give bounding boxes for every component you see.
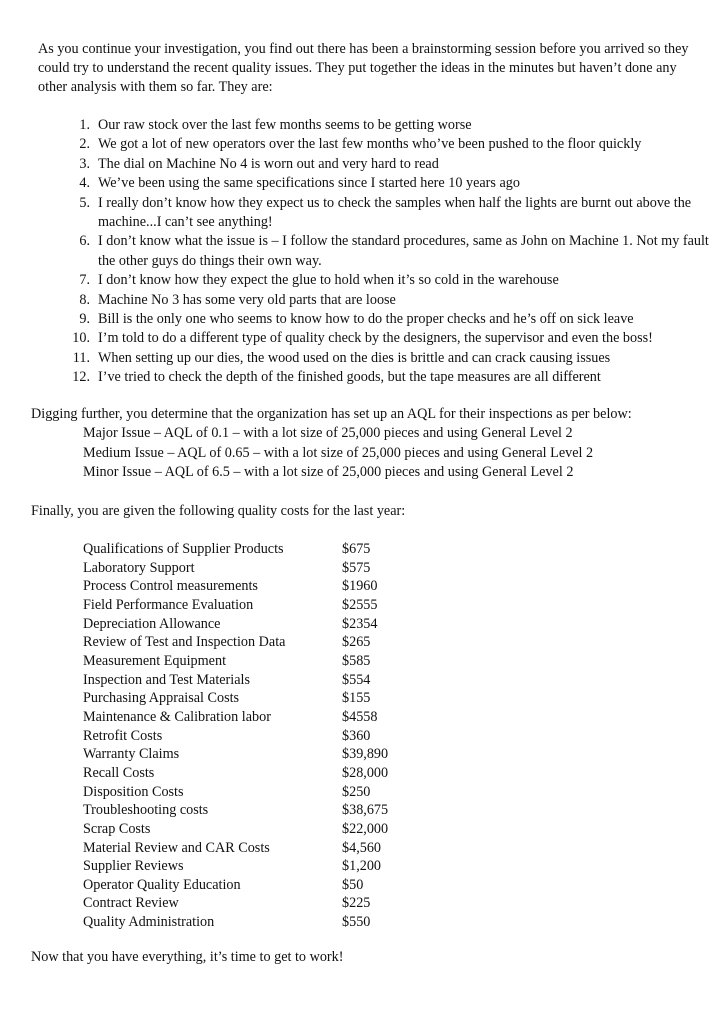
cost-label: Troubleshooting costs <box>83 802 209 819</box>
cost-amount: $575 <box>342 559 371 576</box>
cost-label: Quality Administration <box>83 914 215 931</box>
list-number: 11. <box>72 349 90 366</box>
cost-label: Contract Review <box>83 895 179 912</box>
table-row <box>83 913 422 932</box>
list-number: 12. <box>72 369 90 386</box>
list-text: The dial on Machine No 4 is worn out and very hard to read <box>98 155 439 172</box>
list-number: 8. <box>79 291 90 308</box>
cost-label: Inspection and Test Materials <box>83 671 250 688</box>
list-item <box>38 271 710 290</box>
cost-amount: $155 <box>342 690 371 707</box>
cost-amount: $38,675 <box>342 802 389 819</box>
cost-amount: $2354 <box>342 615 378 632</box>
cost-amount: $554 <box>342 671 371 688</box>
table-row <box>83 876 422 895</box>
list-text: I’m told to do a different type of quality check by the designers, the supervisor and even the boss! <box>98 330 653 347</box>
cost-label: Maintenance & Calibration labor <box>83 708 271 725</box>
table-row <box>83 783 422 802</box>
cost-amount: $585 <box>342 652 371 669</box>
cost-label: Warranty Claims <box>83 746 180 763</box>
list-number: 6. <box>79 233 90 250</box>
list-text: Our raw stock over the last few months seems to be getting worse <box>98 117 472 133</box>
list-text: We’ve been using the same specifications since I started here 10 years ago <box>98 175 520 192</box>
list-item <box>38 291 710 310</box>
list-item <box>38 310 710 329</box>
cost-label: Purchasing Appraisal Costs <box>83 690 240 707</box>
aql-intro-paragraph: Digging further, you determine that the organization has set up an AQL for their inspections as per below: <box>31 406 632 422</box>
list-number: 10. <box>72 330 90 347</box>
table-row <box>83 540 422 559</box>
table-row <box>83 857 422 876</box>
table-row <box>83 596 422 615</box>
cost-amount: $22,000 <box>342 820 389 837</box>
table-row <box>83 801 422 820</box>
list-item <box>38 368 710 387</box>
list-text: Bill is the only one who seems to know how to do the proper checks and he’s off on sick leave <box>98 311 634 328</box>
list-number: 7. <box>79 272 90 289</box>
table-row <box>83 745 422 764</box>
cost-label: Disposition Costs <box>83 783 184 800</box>
cost-label: Review of Test and Inspection Data <box>83 634 286 651</box>
table-row <box>83 615 422 634</box>
brainstorm-issues-list <box>38 116 710 388</box>
cost-label: Scrap Costs <box>83 820 151 837</box>
aql-line-medium: Medium Issue – AQL of 0.65 – with a lot size of 25,000 pieces and using General Level 2 <box>83 444 594 461</box>
list-item <box>38 194 710 233</box>
cost-amount: $1960 <box>342 578 378 595</box>
aql-levels-list <box>83 424 593 483</box>
table-row <box>83 559 422 578</box>
cost-label: Operator Quality Education <box>83 876 241 893</box>
list-text: When setting up our dies, the wood used on the dies is brittle and can crack causing issues <box>98 349 611 366</box>
cost-label: Field Performance Evaluation <box>83 596 254 613</box>
list-number: 4. <box>79 175 90 192</box>
table-row <box>83 894 422 913</box>
cost-amount: $50 <box>342 876 364 893</box>
cost-amount: $550 <box>342 914 371 931</box>
cost-amount: $360 <box>342 727 371 744</box>
list-text: Machine No 3 has some very old parts that are loose <box>98 291 396 308</box>
cost-amount: $225 <box>342 895 371 912</box>
cost-amount: $250 <box>342 783 371 800</box>
list-text: I really don’t know how they expect us to check the samples when half the lights are burnt out above the machine...I can’t see anything! <box>98 194 692 231</box>
aql-line-minor: Minor Issue – AQL of 6.5 – with a lot size of 25,000 pieces and using General Level 2 <box>83 464 574 480</box>
quality-costs-table <box>83 540 422 932</box>
table-row <box>83 671 422 690</box>
list-text: I don’t know what the issue is – I follow the standard procedures, same as John on Machine 1. Not my fault the other guys do things their own way. <box>98 233 709 269</box>
table-row <box>83 764 422 783</box>
cost-amount: $675 <box>342 541 371 557</box>
cost-label: Depreciation Allowance <box>83 615 221 632</box>
list-number: 9. <box>79 311 90 328</box>
list-number: 1. <box>79 117 90 133</box>
table-row <box>83 839 422 858</box>
cost-label: Process Control measurements <box>83 578 258 595</box>
list-item <box>38 232 710 271</box>
table-row <box>83 577 422 596</box>
cost-label: Recall Costs <box>83 764 155 781</box>
cost-amount: $2555 <box>342 596 378 613</box>
closing-paragraph: Now that you have everything, it’s time to get to work! <box>31 949 344 965</box>
table-row <box>83 708 422 727</box>
list-text: I don’t know how they expect the glue to hold when it’s so cold in the warehouse <box>98 272 559 289</box>
list-item <box>38 174 710 193</box>
cost-label: Material Review and CAR Costs <box>83 839 270 856</box>
cost-amount: $265 <box>342 634 371 651</box>
cost-label: Retrofit Costs <box>83 727 163 744</box>
table-row <box>83 633 422 652</box>
cost-label: Laboratory Support <box>83 559 195 576</box>
list-number: 5. <box>79 194 90 211</box>
list-item <box>38 135 710 154</box>
list-text: I’ve tried to check the depth of the finished goods, but the tape measures are all different <box>98 369 601 386</box>
list-item <box>38 155 710 174</box>
list-item <box>38 329 710 348</box>
table-row <box>83 727 422 746</box>
intro-paragraph: As you continue your investigation, you find out there has been a brainstorming session before you arrived so they could try to understand the recent quality issues. They put together the ideas in the minutes but haven’t done any other analysis with them so far. They are: <box>38 41 689 95</box>
table-row <box>83 820 422 839</box>
list-number: 3. <box>79 155 90 172</box>
cost-label: Supplier Reviews <box>83 858 184 875</box>
list-item <box>38 116 710 135</box>
cost-amount: $1,200 <box>342 858 382 875</box>
table-row <box>83 652 422 671</box>
aql-line-major: Major Issue – AQL of 0.1 – with a lot size of 25,000 pieces and using General Level 2 <box>83 425 573 441</box>
cost-amount: $4,560 <box>342 839 382 856</box>
list-number: 2. <box>79 136 90 153</box>
cost-label: Measurement Equipment <box>83 652 227 669</box>
cost-amount: $28,000 <box>342 764 389 781</box>
list-text: We got a lot of new operators over the last few months who’ve been pushed to the floor quickly <box>98 136 642 153</box>
costs-intro-paragraph: Finally, you are given the following quality costs for the last year: <box>31 503 406 519</box>
table-row <box>83 689 422 708</box>
cost-amount: $4558 <box>342 708 378 725</box>
list-item <box>38 349 710 368</box>
cost-label: Qualifications of Supplier Products <box>83 541 284 557</box>
cost-amount: $39,890 <box>342 746 389 763</box>
